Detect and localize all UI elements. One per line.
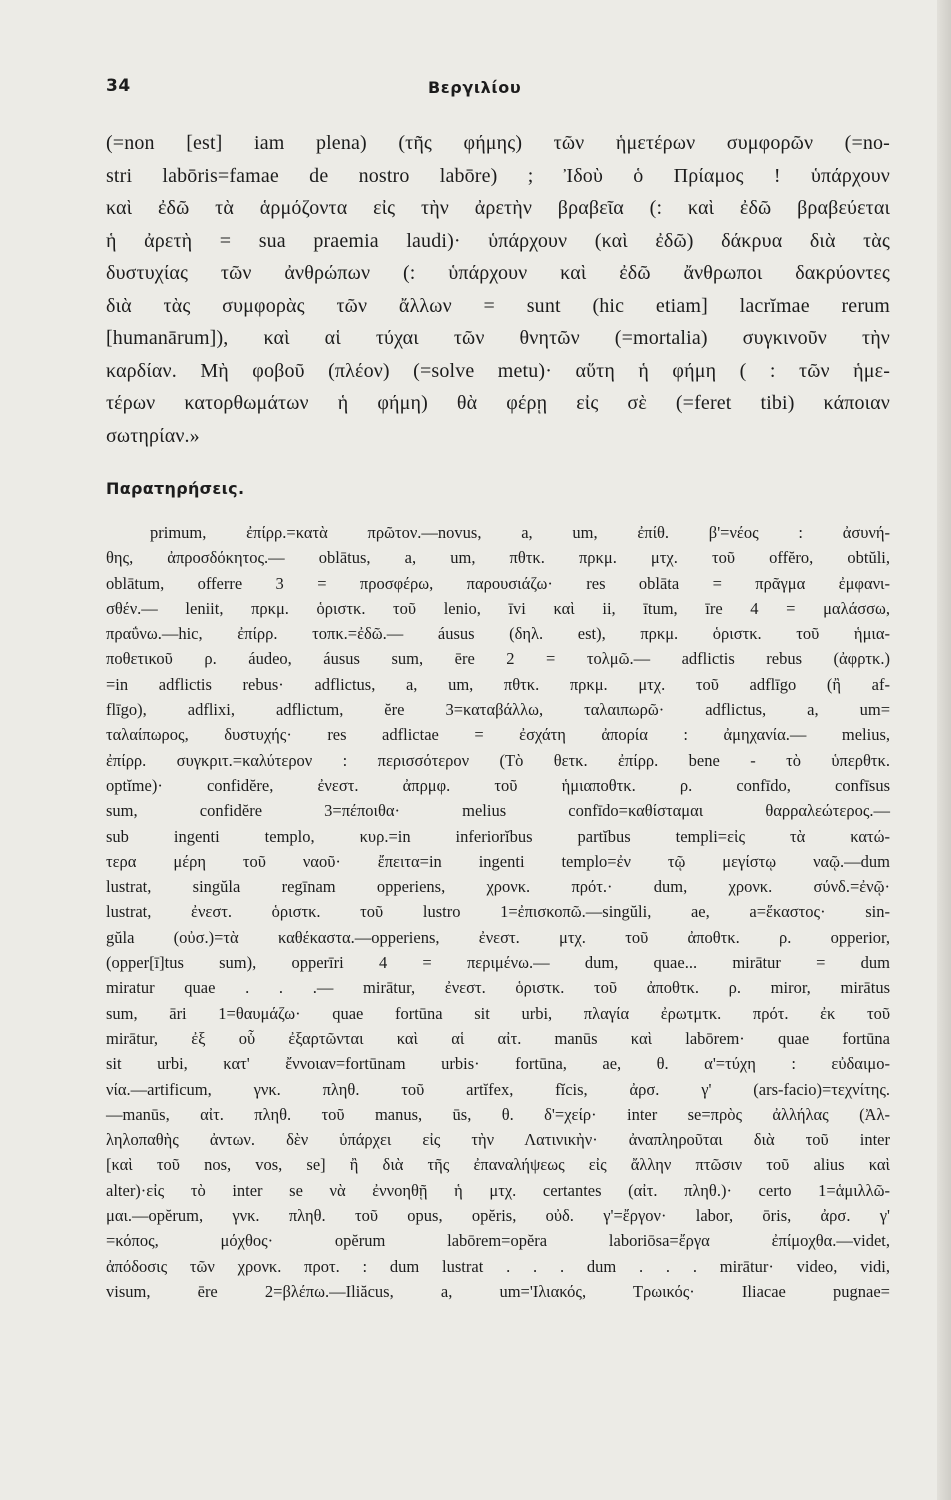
note-line: =in adflictis rebus· adflictus, a, um, πθτκ. πρκμ. μτχ. τοῦ adflīgo (ἢ af-: [106, 674, 890, 694]
notes-block: [106, 520, 890, 1304]
passage-line: (=non [est] iam plena) (τῆς φήμης) τῶν ἡμετέρων συμφορῶν (=no-: [106, 132, 890, 154]
passage-line: [humanārum]), καὶ αἱ τύχαι τῶν θνητῶν (=mortalia) συγκινοῦν τὴν: [106, 327, 890, 349]
running-title: Βεργιλίου: [428, 78, 522, 97]
note-line: ταλαίπωρος, δυστυχής· res adflictae = ἐσχάτη ἀπορία : ἀμηχανία.— melius,: [106, 725, 890, 745]
note-line: τερα μέρη τοῦ ναοῦ· ἔπειτα=in ingenti templo=ἐν τῷ μεγίστῳ ναῷ.—dum: [106, 851, 890, 871]
note-line: sum, āri 1=θαυμάζω· quae fortūna sit urbi, πλαγία ἐρωτμτκ. πρότ. ἐκ τοῦ: [106, 1003, 890, 1023]
passage-line: καρδίαν. Μὴ φοβοῦ (πλέον) (=solve metu)· αὕτη ἡ φήμη ( : τῶν ἡμε-: [106, 359, 890, 382]
passage-line: stri labōris=famae de nostro labōre) ; Ἰδοὺ ὁ Πρίαμος ! ὑπάρχουν: [106, 164, 890, 187]
note-line: lustrat, singŭla regīnam opperiens, χρονκ. πρότ.· dum, χρονκ. σύνδ.=ἐνῷ·: [106, 877, 890, 897]
note-line: νία.—artificum, γνκ. πληθ. τοῦ artĭfex, fĭcis, ἀρσ. γ' (ars-facio)=τεχνίτης.: [106, 1079, 890, 1099]
note-line: μαι.—opĕrum, γνκ. πληθ. τοῦ opus, opĕris, οὐδ. γ'=ἔργον· labor, ōris, ἀρσ. γ': [106, 1206, 890, 1226]
note-line: sit urbi, κατ' ἔννοιαν=fortūnam urbis· fortūna, ae, θ. α'=τύχη : εὐδαιμο-: [106, 1054, 890, 1074]
passage-line: δυστυχίας τῶν ἀνθρώπων (: ὑπάρχουν καὶ ἐδῶ ἄνθρωποι δακρύοντες: [106, 262, 890, 284]
translation-passage: [106, 127, 890, 452]
notes-heading: Παρατηρήσεις.: [106, 479, 245, 498]
note-line: [καὶ τοῦ nos, vos, se] ἢ διὰ τῆς ἐπαναλήψεως εἰς ἄλλην πτῶσιν τοῦ alius καὶ: [106, 1155, 890, 1175]
note-line: sub ingenti templo, κυρ.=in inferiorĭbus partĭbus templi=εἰς τὰ κατώ-: [106, 826, 890, 846]
note-line: σθέν.— leniit, πρκμ. ὁριστκ. τοῦ lenio, īvi καὶ ii, ītum, īre 4 = μαλάσσω,: [106, 598, 890, 618]
note-line: ληλοπαθὴς ἀντων. δὲν ὑπάρχει εἰς τὴν Λατινικὴν· ἀναπληροῦται διὰ τοῦ inter: [106, 1130, 890, 1150]
note-line: flīgo), adflixi, adflictum, ĕre 3=καταβάλλω, ταλαιπωρῶ· adflictus, a, um=: [106, 700, 890, 720]
passage-line: ἡ ἀρετὴ = sua praemia laudi)· ὑπάρχουν (καὶ ἐδῶ) δάκρυα διὰ τὰς: [106, 229, 890, 252]
note-line: =κόπος, μόχθος· opĕrum labōrem=opĕra laboriōsa=ἔργα ἐπίμοχθα.—videt,: [106, 1231, 890, 1251]
note-line: —manūs, αἰτ. πληθ. τοῦ manus, ūs, θ. δ'=χείρ· inter se=πρὸς ἀλλήλας (Ἀλ-: [106, 1104, 890, 1124]
note-line: θης, ἀπροσδόκητος.— oblātus, a, um, πθτκ. πρκμ. μτχ. τοῦ offĕro, obtŭli,: [106, 548, 890, 568]
note-line: visum, ēre 2=βλέπω.—Iliăcus, a, um='Ιλιακός, Τρωικός· Iliacae pugnae=: [106, 1281, 890, 1301]
note-line: lustrat, ἐνεστ. ὁριστκ. τοῦ lustro 1=ἐπισκοπῶ.—singŭli, ae, a=ἕκαστος· sin-: [106, 902, 890, 922]
note-line: oblātum, offerre 3 = προσφέρω, παρουσιάζω· res oblāta = πρᾶγμα ἐμφανι-: [106, 573, 890, 593]
note-line: miratur quae . . .— mirātur, ἐνεστ. ὁριστκ. τοῦ ἀποθτκ. ρ. miror, mirātus: [106, 978, 890, 998]
note-line: ἐπίρρ. συγκριτ.=καλύτερον : περισσότερον (Τὸ θετκ. ἐπίρρ. bene - τὸ ὑπερθτκ.: [106, 750, 890, 770]
note-line: ποθετικοῦ ρ. áudeo, áusus sum, ēre 2 = τολμῶ.— adflictis rebus (ἀφρτκ.): [106, 649, 890, 669]
passage-line: διὰ τὰς συμφορὰς τῶν ἄλλων = sunt (hic etiam] lacrĭmae rerum: [106, 294, 890, 317]
note-line: mirātur, ἐξ οὗ ἐξαρτῶνται καὶ αἱ αἰτ. manūs καὶ labōrem· quae fortūna: [106, 1028, 890, 1048]
note-line: optĭme)· confidĕre, ἐνεστ. ἀπρμφ. τοῦ ἡμιαποθτκ. ρ. confīdo, confīsus: [106, 775, 890, 795]
note-line: ἀπόδοσις τῶν χρονκ. προτ. : dum lustrat . . . dum . . . mirātur· video, vidi,: [106, 1256, 890, 1276]
page-edge-shadow: [937, 0, 951, 1500]
note-line: sum, confidĕre 3=πέποιθα· melius confīdo=καθίσταμαι θαρραλεώτερος.—: [106, 801, 890, 821]
note-line: primum, ἐπίρρ.=κατὰ πρῶτον.—novus, a, um, ἐπίθ. β'=νέος : ἀσυνή-: [150, 523, 890, 542]
note-line: πραΰνω.—hic, ἐπίρρ. τοπκ.=ἐδῶ.— áusus (δηλ. est), πρκμ. ὁριστκ. τοῦ ἡμια-: [106, 624, 890, 644]
note-line: (opper[ī]tus sum), opperīri 4 = περιμένω.— dum, quae... mirātur = dum: [106, 953, 890, 973]
passage-line: σωτηρίαν.»: [106, 424, 200, 447]
passage-line: καὶ ἐδῶ τὰ ἁρμόζοντα εἰς τὴν ἀρετὴν βραβεῖα (: καὶ ἐδῶ βραβεύεται: [106, 197, 890, 219]
note-line: gŭla (οὐσ.)=τὰ καθέκαστα.—opperiens, ἐνεστ. μτχ. τοῦ ἀποθτκ. ρ. opperior,: [106, 927, 890, 947]
page-number: 34: [106, 76, 131, 96]
passage-line: τέρων κατορθωμάτων ἡ φήμη) θὰ φέρῃ εἰς σὲ (=feret tibi) κάποιαν: [106, 392, 890, 414]
note-line: alter)·εἰς τὸ inter se νὰ ἐννοηθῇ ἡ μτχ. certantes (αἰτ. πληθ.)· certo 1=ἁμιλλῶ-: [106, 1180, 890, 1200]
